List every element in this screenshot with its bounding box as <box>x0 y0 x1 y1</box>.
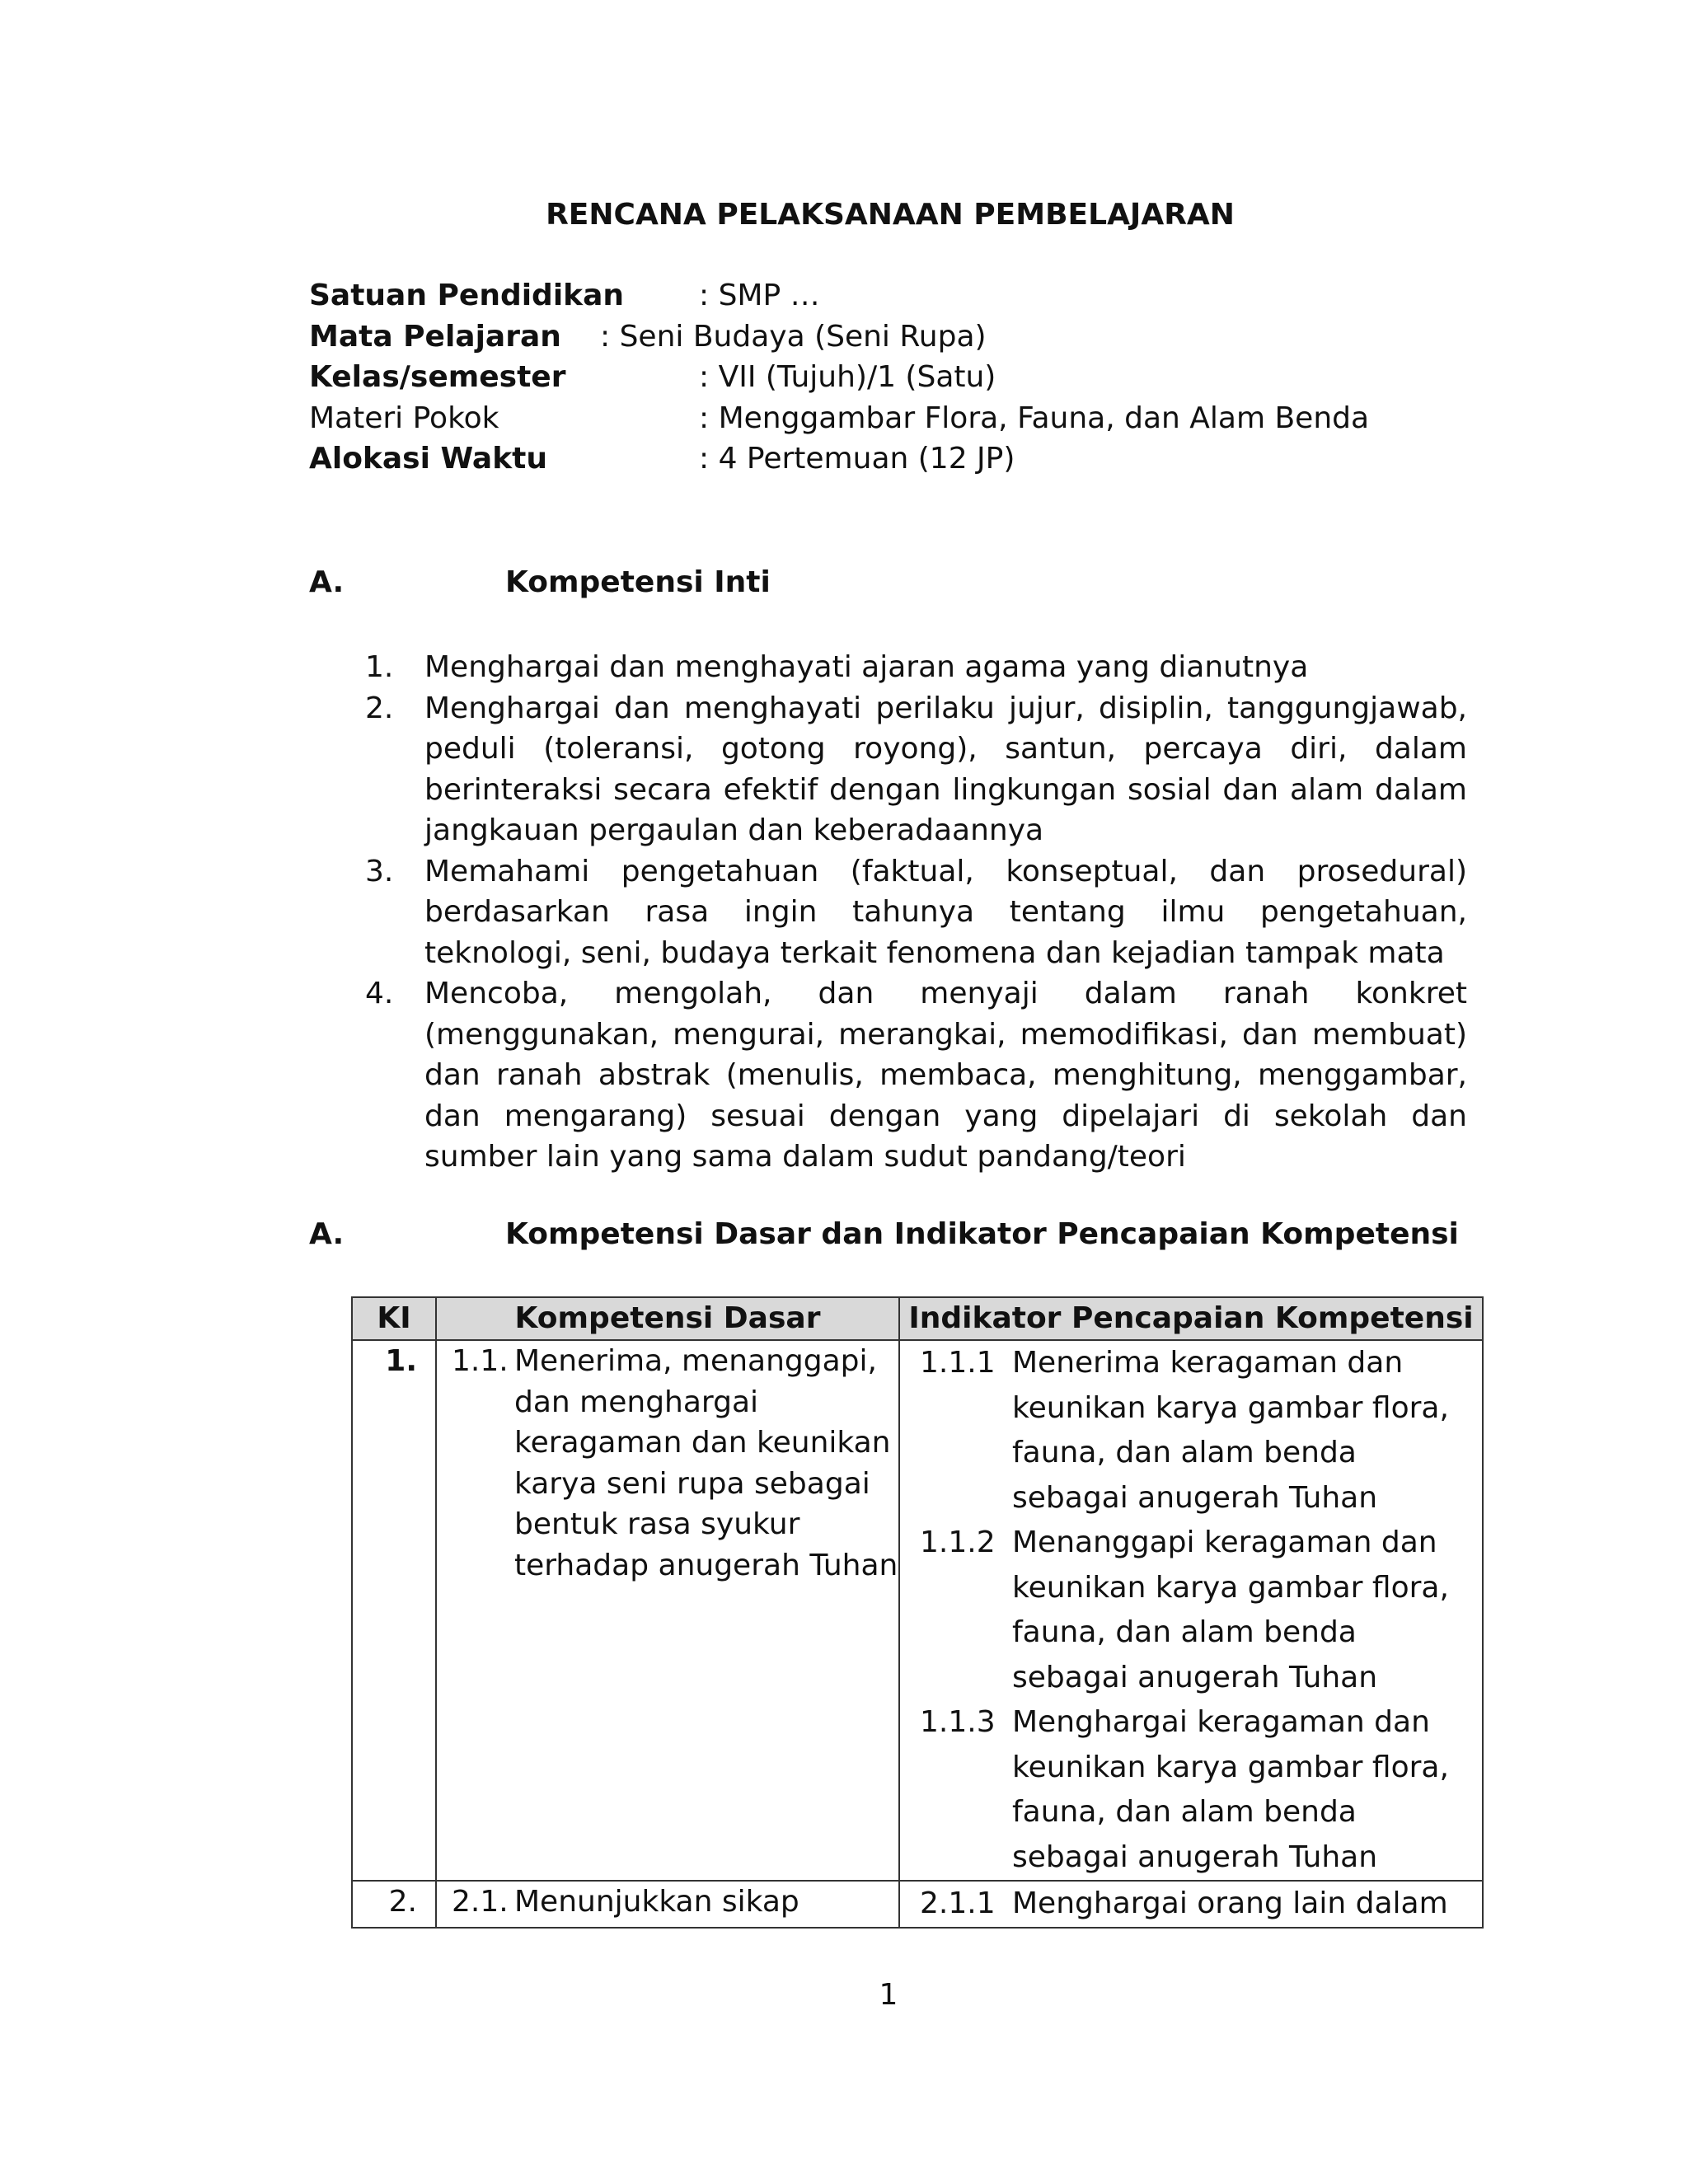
kd-code: 2.1. <box>452 1885 509 1919</box>
indikator-text: Menghargai orang lain dalam <box>1012 1886 1448 1920</box>
table-row <box>352 1881 1483 1928</box>
kd-text: Menunjukkan sikap <box>514 1885 799 1919</box>
document-title: RENCANA PELAKSANAAN PEMBELAJARAN <box>546 198 1235 232</box>
column-header-indikator: Indikator Pencapaian Kompetensi <box>899 1297 1483 1340</box>
ki-cell: 2. <box>352 1881 436 1928</box>
meta-label: Satuan Pendidikan <box>309 279 625 312</box>
column-header-kompetensi-dasar: Kompetensi Dasar <box>436 1297 899 1340</box>
kd-code: 1.1. <box>452 1344 509 1378</box>
list-text: Memahami pengetahuan (faktual, konseptual, dan prosedural) berdasarkan rasa ingin tahunya tentang ilmu pengetahuan, teknologi, seni, budaya terkait fenomena dan kejadian tampak mata <box>424 854 1467 970</box>
meta-label: Alokasi Waktu <box>309 442 547 476</box>
kd-entry <box>437 1341 898 1586</box>
list-text: Mencoba, mengolah, dan menyaji dalam ranah konkret (menggunakan, mengurai, merangkai, memodifikasi, dan membuat) dan ranah abstrak (menulis, membaca, menghitung, menggambar, dan mengarang) sesuai dengan yang dipelajari di sekolah dan sumber lain yang sama dalam sudut pandang/teori <box>424 977 1467 1174</box>
meta-label: Materi Pokok <box>309 401 499 435</box>
indikator-entry <box>900 1700 1482 1880</box>
list-item <box>363 647 1467 688</box>
indikator-text: Menanggapi keragaman dan keunikan karya gambar flora, fauna, dan alam benda sebagai anugerah Tuhan <box>1012 1526 1449 1694</box>
kd-entry <box>437 1882 898 1923</box>
list-text: Menghargai dan menghayati perilaku jujur, disiplin, tanggungjawab, peduli (toleransi, gotong royong), santun, percaya diri, dalam berinteraksi secara efektif dengan lingkungan sosial dan alam dalam jangkauan pergaulan dan keberadaannya <box>424 691 1467 847</box>
table-header-row <box>352 1297 1483 1340</box>
list-number: 4. <box>365 977 394 1010</box>
ki-cell: 1. <box>352 1340 436 1881</box>
list-item <box>363 851 1467 974</box>
indikator-code: 1.1.3 <box>920 1705 996 1739</box>
list-item <box>363 688 1467 851</box>
kompetensi-table <box>351 1296 1484 1929</box>
indikator-text: Menghargai keragaman dan keunikan karya gambar flora, fauna, dan alam benda sebagai anugerah Tuhan <box>1012 1705 1449 1874</box>
section-title: Kompetensi Inti <box>505 565 771 599</box>
indikator-code: 2.1.1 <box>920 1886 996 1920</box>
list-number: 1. <box>365 650 394 684</box>
meta-value: : VII (Tujuh)/1 (Satu) <box>699 360 996 394</box>
list-number: 3. <box>365 854 394 888</box>
meta-label: Kelas/semester <box>309 360 566 394</box>
section-letter: A. <box>309 1217 345 1251</box>
indikator-entry <box>900 1882 1482 1927</box>
indikator-entry <box>900 1521 1482 1700</box>
kd-cell <box>436 1881 899 1928</box>
kd-cell <box>436 1340 899 1881</box>
meta-value: : SMP … <box>699 279 820 312</box>
indikator-code: 1.1.2 <box>920 1526 996 1559</box>
meta-value: : Seni Budaya (Seni Rupa) <box>600 320 987 354</box>
indikator-text: Menerima keragaman dan keunikan karya gambar flora, fauna, dan alam benda sebagai anugerah Tuhan <box>1012 1346 1449 1515</box>
meta-label: Mata Pelajaran <box>309 320 561 354</box>
section-letter: A. <box>309 565 345 599</box>
meta-value: : 4 Pertemuan (12 JP) <box>699 442 1015 476</box>
list-item <box>363 973 1467 1178</box>
list-number: 2. <box>365 691 394 725</box>
table-row <box>352 1340 1483 1881</box>
meta-value: : Menggambar Flora, Fauna, dan Alam Benda <box>699 401 1370 435</box>
kd-text: Menerima, menanggapi, dan menghargai keragaman dan keunikan karya seni rupa sebagai bentuk rasa syukur terhadap anugerah Tuhan <box>514 1344 898 1582</box>
indikator-entry <box>900 1341 1482 1521</box>
indikator-cell <box>899 1881 1483 1928</box>
page-number: 1 <box>879 1978 898 2012</box>
kompetensi-inti-list <box>363 647 1467 1178</box>
list-text: Menghargai dan menghayati ajaran agama yang dianutnya <box>424 650 1309 684</box>
section-title: Kompetensi Dasar dan Indikator Pencapaian Kompetensi <box>505 1217 1459 1251</box>
indikator-cell <box>899 1340 1483 1881</box>
indikator-code: 1.1.1 <box>920 1346 996 1380</box>
column-header-ki: KI <box>352 1297 436 1340</box>
